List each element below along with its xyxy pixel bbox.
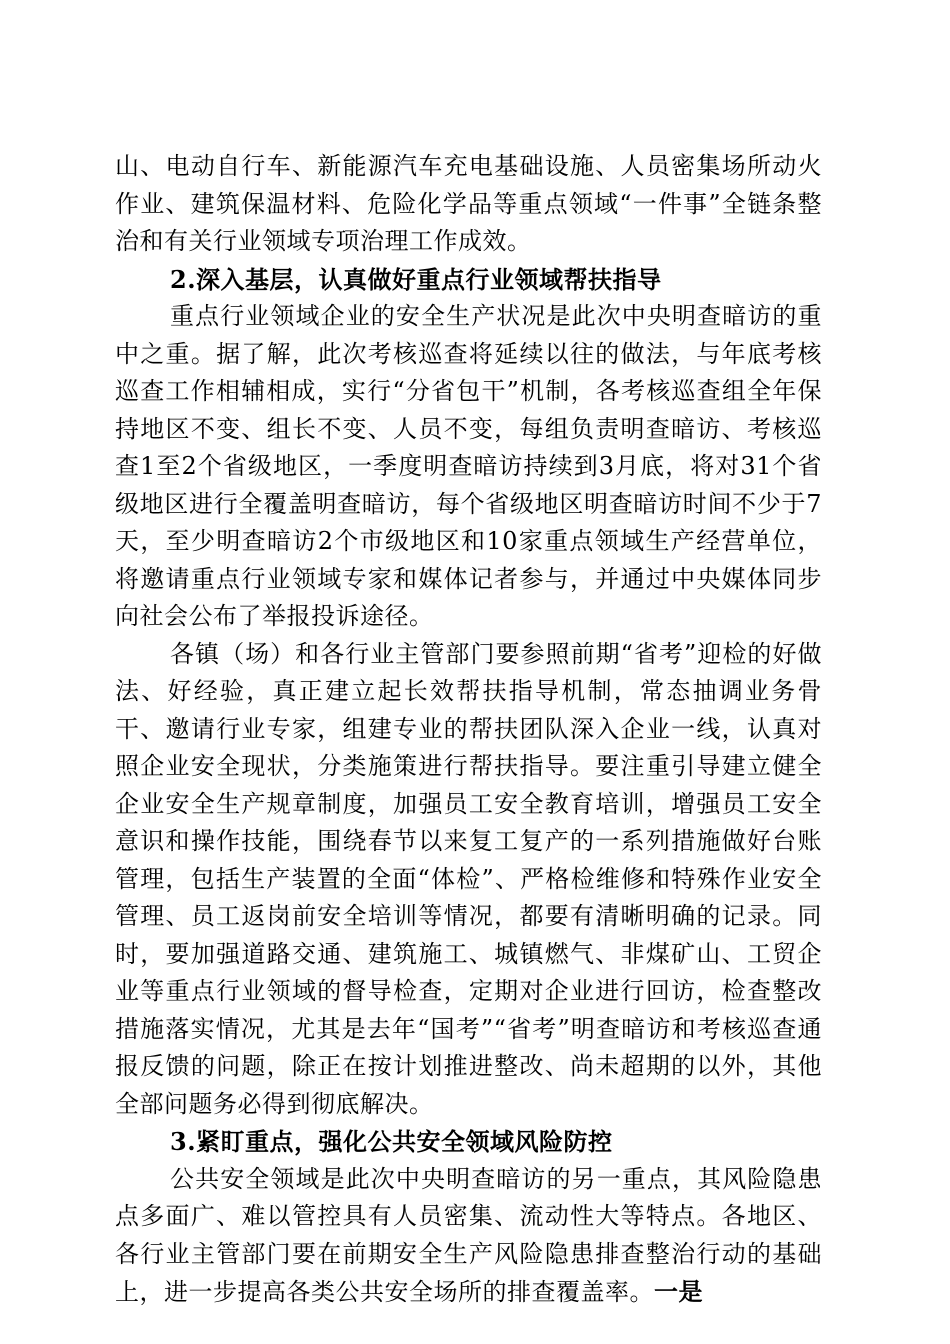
section-heading-2: 2.深入基层，认真做好重点行业领域帮扶指导 (170, 264, 662, 294)
bold-lead-in: 一是 (654, 1277, 703, 1306)
paragraph-inspection-arrangement: 重点行业领域企业的安全生产状况是此次中央明查暗访的重中之重。据了解，此次考核巡查将延续以往的做法，与年底考核巡查工作相辅相成，实行“分省包干”机制，各考核巡查组全年保持地区不变、组长不变、人员不变，每组负责明查暗访、考核巡查1至2个省级地区，一季度明查暗访持续到3月底，将对31个省级地区进行全覆盖明查暗访，每个省级地区明查暗访时间不少于7天，至少明查暗访2个市级地区和10家重点领域生产经营单位，将邀请重点行业领域专家和媒体记者参与，并通过中央媒体同步向社会公布了举报投诉途径。 (115, 302, 822, 630)
paragraph-guidance-mechanism: 各镇（场）和各行业主管部门要参照前期“省考”迎检的好做法、好经验，真正建立起长效帮扶指导机制，常态抽调业务骨干、邀请行业专家，组建专业的帮扶团队深入企业一线，认真对照企业安全现状，分类施策进行帮扶指导。要注重引导建立健全企业安全生产规章制度，加强员工安全教育培训，增强员工安全意识和操作技能，围绕春节以来复工复产的一系列措施做好台账管理，包括生产装置的全面“体检”、严格检维修和特殊作业安全管理、员工返岗前安全培训等情况，都要有清晰明确的记录。同时，要加强道路交通、建筑施工、城镇燃气、非煤矿山、工贸企业等重点行业领域的督导检查，定期对企业进行回访，检查整改措施落实情况，尤其是去年“国考”“省考”明查暗访和考核巡查通报反馈的问题，除正在按计划推进整改、尚未超期的以外，其他全部问题务必得到彻底解决。 (115, 639, 822, 1118)
section-heading-3: 3.紧盯重点，强化公共安全领域风险防控 (170, 1127, 613, 1156)
paragraph-public-safety-text: 公共安全领域是此次中央明查暗访的另一重点，其风险隐患点多面广、难以管控具有人员密集、流动性大等特点。各地区、各行业主管部门要在前期安全生产风险隐患排查整治行动的基础上，进一步提高各类公共安全场所的排查覆盖率。 (115, 1164, 822, 1306)
document-page (115, 148, 822, 1312)
paragraph-continuation: 山、电动自行车、新能源汽车充电基础设施、人员密集场所动火作业、建筑保温材料、危险化学品等重点领域“一件事”全链条整治和有关行业领域专项治理工作成效。 (115, 152, 822, 255)
paragraph-public-safety (115, 1161, 822, 1312)
